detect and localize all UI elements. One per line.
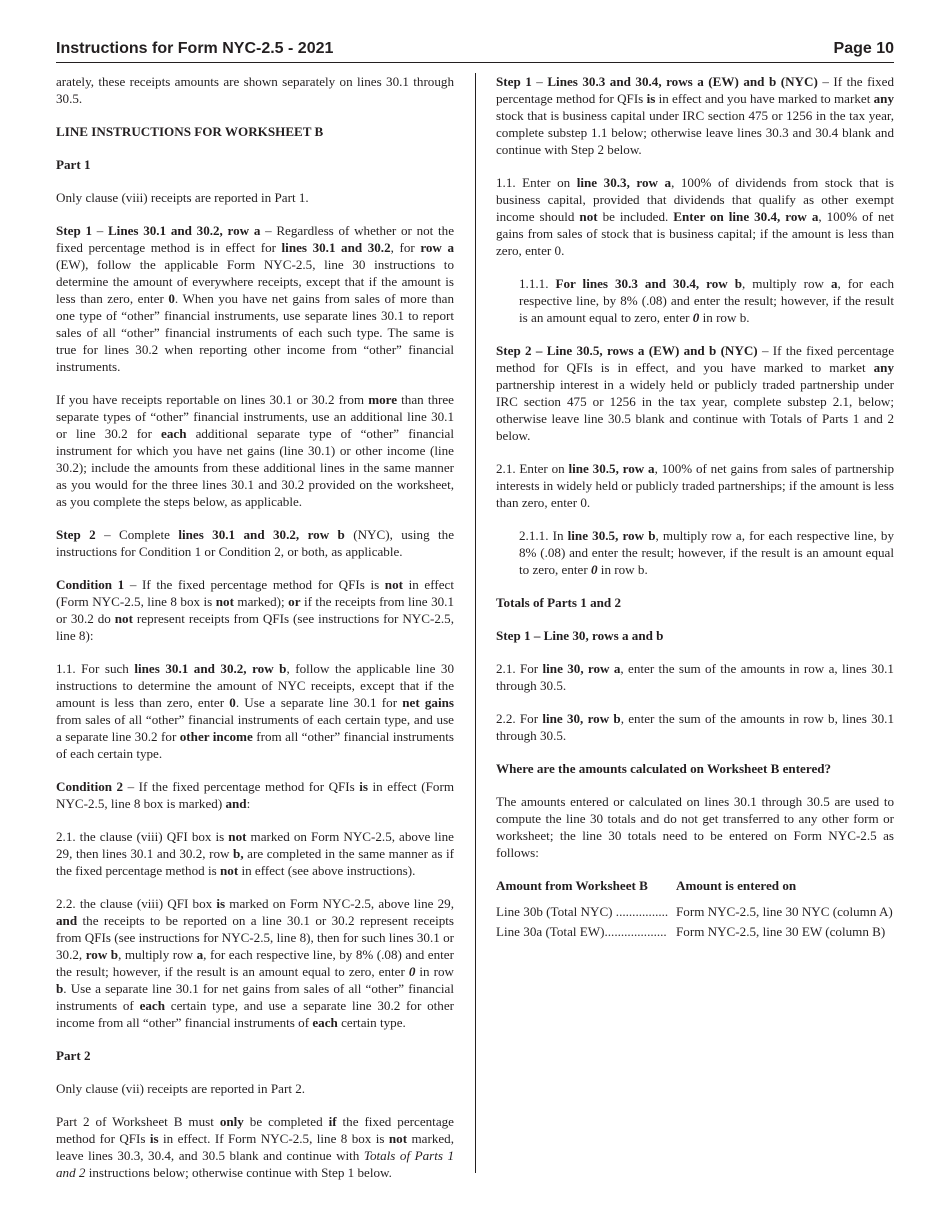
paragraph-c2-2-1 — [56, 828, 454, 879]
text-run: and — [56, 913, 78, 928]
text-run: line 30.3, row a — [576, 175, 672, 190]
paragraph-p1-step1 — [56, 222, 454, 375]
text-run: Lines 30.1 and 30.2, row a — [107, 223, 261, 238]
text-run: a — [830, 276, 838, 291]
text-run: instructions below; otherwise continue with Step 1 below. — [85, 1165, 392, 1180]
text-run: be included. — [597, 209, 674, 224]
text-run: in effect (see above instructions). — [238, 863, 416, 878]
text-run: Lines 30.3 and 30.4, rows a (EW) and b (NYC) — [547, 74, 818, 89]
table-row — [496, 903, 894, 923]
paragraph-totals-2-1 — [496, 660, 894, 694]
text-run: each — [312, 1015, 338, 1030]
table-cell-to: Form NYC-2.5, line 30 EW (column B) — [676, 924, 886, 939]
text-run: If you have receipts reportable on lines 30.1 or 30.2 from — [56, 392, 369, 407]
text-run: marked on Form NYC-2.5, above line 29, then lines 30.1 and 30.2, row — [56, 829, 454, 861]
text-run: the receipts to be reported on a line 30.1 or 30.2 represent receipts from QFIs (see instructions for NYC-2.5, line 8), then for such lines 30.1 or 30.2, — [56, 913, 454, 962]
text-run: not — [388, 1131, 408, 1146]
text-run: Condition 2 — [56, 779, 124, 794]
paragraph-p2-step2 — [496, 342, 894, 444]
text-run: if the receipts from line 30.1 or 30.2 do — [56, 594, 455, 626]
text-run: – If the fixed percentage method for QFIs is — [124, 577, 385, 592]
text-run: – If the fixed percentage method for QFIs — [496, 74, 895, 106]
text-run: certain type. — [337, 1015, 406, 1030]
text-run: – — [92, 223, 108, 238]
table-row — [496, 923, 894, 943]
text-run: more — [368, 392, 398, 407]
text-run: – If the fixed percentage method for QFIs is in effect, and you have marked to market — [496, 343, 895, 375]
text-run: Totals of Parts 1 and 2 — [56, 1148, 454, 1180]
text-run: not — [228, 829, 247, 844]
text-run: or — [288, 594, 301, 609]
text-run: from sales of all “other” financial instruments of each certain type, and use a separate line 30.2 for — [56, 712, 454, 744]
text-run: is — [359, 779, 368, 794]
text-run: 0 — [229, 695, 236, 710]
text-run: 2.1. Enter on — [496, 461, 569, 476]
text-run: , for — [390, 240, 421, 255]
text-run: Totals of Parts 1 and 2 — [496, 595, 622, 610]
text-run: (NYC), using the instructions for Condition 1 or Condition 2, or both, as applicable. — [56, 527, 455, 559]
text-run: net gains — [402, 695, 454, 710]
page-number: Page 10 — [833, 40, 894, 57]
text-run: 0 — [692, 310, 700, 325]
paragraph-totals-step1 — [496, 627, 894, 644]
paragraph-p2-1-1 — [496, 174, 894, 259]
text-run: in effect (Form NYC-2.5, line 8 box is marked) — [56, 779, 454, 811]
text-run: . Use a separate line 30.1 for — [235, 695, 403, 710]
paragraph-part2-title — [56, 1047, 454, 1064]
text-run: is — [646, 91, 656, 106]
text-run: line 30.5, row b — [567, 528, 656, 543]
paragraph-part2-body — [56, 1113, 454, 1181]
paragraph-totals-2-2 — [496, 710, 894, 744]
paragraph-condition2 — [56, 778, 454, 812]
column-divider — [475, 73, 476, 1173]
paragraph-condition1 — [56, 576, 454, 644]
text-run: not — [384, 577, 403, 592]
text-run: be completed — [243, 1114, 329, 1129]
text-run: lines 30.1 and 30.2, row b — [134, 661, 287, 676]
text-run: not — [114, 611, 133, 626]
text-run: 2.1. For — [496, 661, 543, 676]
paragraph-part1-intro — [56, 189, 454, 206]
text-run: 1.1. Enter on — [496, 175, 577, 190]
paragraph-p1-more-types — [56, 391, 454, 510]
text-run: than three separate types of “other” financial instruments, use an additional line 30.1 or line 30.2 for — [56, 392, 454, 441]
text-run: 0 — [408, 964, 416, 979]
table-cell-from: Line 30b (Total NYC) ................ — [496, 904, 669, 919]
text-run: row a — [420, 240, 454, 255]
text-run: Part 2 — [56, 1048, 91, 1063]
text-run: other income — [179, 729, 253, 744]
text-run: additional separate type of “other” financial instrument for which you have net gains (line 30.1) or other income (line 30.2); include the amounts from these additional lines in the same manner as you would for the three lines 30.1 and 30.2 provided on the worksheet, as you complete the steps below, as applicable. — [56, 426, 454, 509]
paragraph-c2-2-2 — [56, 895, 454, 1031]
text-run: certain type, and use a separate line 30.2 for other income from all “other” financial instruments of — [56, 998, 454, 1030]
table-header-row — [496, 877, 894, 897]
text-run: . Use a separate line 30.1 for net gains from sales of all “other” financial instruments of — [56, 981, 454, 1013]
text-run: 2.1.1. In — [519, 528, 568, 543]
text-run: , for each respective line, by 8% (.08) and enter the result; however, if the result is an amount equal to zero, enter — [56, 947, 454, 979]
text-run: any — [873, 360, 894, 375]
text-run: 0 — [168, 291, 175, 306]
text-run: b — [56, 981, 64, 996]
text-run: : — [246, 796, 251, 811]
paragraph-totals-title — [496, 594, 894, 611]
text-run: 1.1.1. — [519, 276, 556, 291]
text-run: 2.2. the clause (viii) QFI box — [56, 896, 217, 911]
text-run: 0 — [590, 562, 598, 577]
text-run: each — [161, 426, 187, 441]
paragraph-cont — [56, 73, 454, 107]
text-run: lines 30.1 and 30.2 — [281, 240, 391, 255]
paragraph-p2-2-1 — [496, 460, 894, 511]
text-run: – Regardless of whether or not the fixed percentage method is in effect for — [56, 223, 455, 255]
text-run: marked); — [233, 594, 289, 609]
text-run: line 30.5, row a — [568, 461, 655, 476]
text-run: from all “other” financial instruments of each certain type. — [56, 729, 454, 761]
text-run: not — [215, 594, 234, 609]
text-run: in row b. — [597, 562, 648, 577]
right-column — [496, 73, 894, 943]
text-run: 2.1. the clause (viii) QFI box is — [56, 829, 229, 844]
text-run: – — [531, 74, 548, 89]
text-run: LINE INSTRUCTIONS FOR WORKSHEET B — [56, 124, 324, 139]
text-run: lines 30.1 and 30.2, row b — [178, 527, 345, 542]
text-run: row b — [85, 947, 119, 962]
text-run: each — [139, 998, 166, 1013]
text-run: . When you have net gains from sales of more than one type of “other” financial instruments, use separate lines 30.1 to report sales of all “other” financial instruments of each such type. The same is true for lines 30.2 when reporting other income from “other” financial instruments. — [56, 291, 454, 374]
text-run: Step 1 — [56, 223, 92, 238]
worksheet-b-transfer-table — [496, 877, 894, 943]
text-run: are completed in the same manner as if the fixed percentage method is — [56, 846, 454, 878]
text-run: not — [579, 209, 598, 224]
header-rule — [56, 62, 894, 63]
text-run: , enter the sum of the amounts in row b, lines 30.1 through 30.5. — [496, 711, 895, 743]
text-run: , enter the sum of the amounts in row a, lines 30.1 through 30.5. — [496, 661, 894, 693]
paragraph-p1-step2 — [56, 526, 454, 560]
text-run: Step 2 — [56, 527, 96, 542]
text-run: , multiply row — [118, 947, 197, 962]
text-run: in effect (Form NYC-2.5, line 8 box is — [56, 577, 454, 609]
text-run: Where are the amounts calculated on Worksheet B entered? — [496, 761, 832, 776]
text-run: The amounts entered or calculated on lines 30.1 through 30.5 are used to compute the line 30 totals and do not get transferred to any other form or worksheet; the line 30 totals need to be entered on Form NYC-2.5 as follows: — [496, 794, 894, 860]
table-header-from: Amount from Worksheet B — [496, 878, 648, 893]
paragraph-p2-step1 — [496, 73, 894, 158]
text-run: b, — [233, 846, 244, 861]
text-run: any — [873, 91, 895, 106]
text-run: – If the fixed percentage method for QFIs — [123, 779, 360, 794]
text-run: For lines 30.3 and 30.4, row b — [555, 276, 742, 291]
text-run: Step 1 – Line 30, rows a and b — [496, 628, 664, 643]
text-run: , follow the applicable line 30 instructions to determine the amount of NYC receipts, except that if the amount is less than zero, enter — [56, 661, 455, 710]
text-run: – Complete — [95, 527, 179, 542]
text-run: line 30, row b — [542, 711, 621, 726]
text-run: line 30, row a — [542, 661, 621, 676]
paragraph-part1-title — [56, 156, 454, 173]
text-run: only — [219, 1114, 244, 1129]
left-column — [56, 73, 454, 1197]
text-run: the fixed percentage method for QFIs — [56, 1114, 454, 1146]
text-run: , 100% of dividends from stock that is business capital, provided that dividends that qualify as other exempt income should — [496, 175, 894, 224]
text-run: Part 2 of Worksheet B must — [56, 1114, 220, 1129]
text-run: in effect and you have marked to market — [655, 91, 874, 106]
paragraph-where-title — [496, 760, 894, 777]
text-run: Part 1 — [56, 157, 91, 172]
text-run: , 100% of net gains from sales of partnership interests in widely held or publicly traded partnerships; if the amount is less than zero, enter 0. — [496, 461, 894, 510]
text-run: Condition 1 — [56, 577, 125, 592]
text-run: 1.1. For such — [56, 661, 135, 676]
table-cell-to: Form NYC-2.5, line 30 NYC (column A) — [676, 904, 893, 919]
text-run: Enter on line 30.4, row a — [673, 209, 819, 224]
text-run: is — [216, 896, 226, 911]
text-run: Step 1 — [496, 74, 532, 89]
text-run: partnership interest in a widely held or publicly traded partnership under IRC section 475 or 1256 in the tax year, complete substep 2.1, below; otherwise leave line 30.5 blank and continue with Totals of Parts 1 and 2 below. — [496, 377, 894, 443]
table-cell-from: Line 30a (Total EW)................... — [496, 924, 667, 939]
text-run: represent receipts from QFIs (see instructions for NYC-2.5, line 8): — [56, 611, 454, 643]
text-run: marked, leave lines 30.3, 30.4, and 30.5 blank and continue with — [56, 1131, 455, 1163]
text-run: Only clause (vii) receipts are reported in Part 2. — [56, 1081, 306, 1096]
text-run: , multiply row — [742, 276, 831, 291]
text-run: , for each respective line, by 8% (.08) and enter the result; however, if the result is an amount equal to zero, enter — [519, 276, 894, 325]
right-column-paragraphs — [496, 73, 894, 861]
text-run: stock that is business capital under IRC section 475 or 1256 in the tax year, complete substep 1.1 below; otherwise leave lines 30.3 and 30.4 blank and continue with Step 2 below. — [496, 108, 894, 157]
document-title: Instructions for Form NYC-2.5 - 2021 — [56, 40, 334, 57]
text-run: 2.2. For — [496, 711, 543, 726]
text-run: not — [219, 863, 239, 878]
text-run: arately, these receipts amounts are shown separately on lines 30.1 through 30.5. — [56, 74, 454, 106]
paragraph-p2-2-1-1 — [519, 527, 894, 578]
text-run: , multiply row a, for each respective line, by 8% (.08) and enter the result; however, if the result is an amount equal to zero, enter — [519, 528, 894, 577]
paragraph-c1-1-1 — [56, 660, 454, 762]
paragraph-where-body — [496, 793, 894, 861]
text-run: Step 2 – Line 30.5, rows a (EW) and b (NYC) — [496, 343, 758, 358]
text-run: in row b. — [699, 310, 750, 325]
text-run: , 100% of net gains from sales of stock that is business capital; if the amount is less than zero, enter 0. — [496, 209, 895, 258]
text-run: (EW), follow the applicable Form NYC-2.5, line 30 instructions to determine the amount of everywhere receipts, except that if the amount is less than zero, enter — [56, 257, 454, 306]
text-run: is — [149, 1131, 159, 1146]
table-header-to: Amount is entered on — [676, 878, 797, 893]
text-run: in row — [415, 964, 454, 979]
paragraph-p2-1-1-1 — [519, 275, 894, 326]
page-header — [56, 40, 894, 58]
text-run: if — [328, 1114, 337, 1129]
text-run: a — [196, 947, 204, 962]
text-run: in effect. If Form NYC-2.5, line 8 box is — [158, 1131, 389, 1146]
text-run: Only clause (viii) receipts are reported in Part 1. — [56, 190, 309, 205]
paragraph-part2-intro — [56, 1080, 454, 1097]
text-run: marked on Form NYC-2.5, above line 29, — [225, 896, 454, 911]
text-run: and — [225, 796, 247, 811]
paragraph-worksheet-b-title — [56, 123, 454, 140]
